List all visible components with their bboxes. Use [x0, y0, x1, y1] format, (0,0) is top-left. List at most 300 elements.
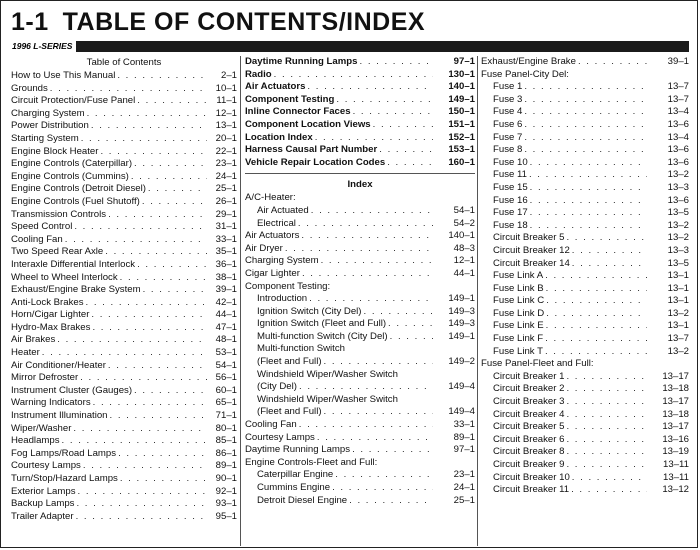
contents-continued [245, 56, 475, 169]
entry-label: Fuse Panel-City Del: [481, 68, 569, 80]
entry-page: 13–7 [667, 333, 689, 345]
dot-leader [364, 306, 434, 319]
entry-label: Warning Indicators [11, 397, 91, 409]
dot-leader [530, 207, 647, 220]
contents-entry [11, 221, 237, 234]
entry-label: Fuse Link B [493, 282, 544, 294]
dot-leader [91, 309, 207, 322]
contents-entry [245, 69, 475, 82]
dot-leader [332, 482, 433, 495]
index-entry [481, 270, 689, 283]
dot-leader [137, 259, 207, 272]
dot-leader [120, 272, 207, 285]
dot-leader [92, 322, 207, 335]
entry-page: 36–1 [215, 258, 237, 270]
entry-page: 149–4 [448, 406, 475, 418]
dot-leader [299, 419, 433, 432]
entry-page: 13–1 [667, 320, 689, 332]
entry-page: 54–2 [453, 217, 475, 229]
index-entry [245, 419, 475, 432]
entry-label: Circuit Breaker 5 [493, 232, 565, 244]
dot-leader [578, 56, 647, 69]
dot-leader [524, 81, 647, 94]
dot-leader [566, 371, 647, 384]
entry-label: Fuse 8 [493, 144, 523, 156]
contents-heading: Table of Contents [86, 57, 162, 68]
dot-leader [353, 106, 433, 119]
dot-leader [81, 133, 207, 146]
entry-page: 93–1 [215, 498, 237, 510]
entry-page: 140–1 [448, 81, 475, 93]
contents-entry [11, 397, 237, 410]
entry-label: Trailer Adapter [11, 510, 74, 522]
index-entry [245, 243, 475, 256]
dot-leader [143, 284, 207, 297]
entry-page: 149–4 [448, 381, 475, 393]
entry-label: Fuse 4 [493, 106, 523, 118]
entry-label: Daytime Running Lamps [245, 444, 351, 456]
dot-leader [566, 409, 647, 422]
entry-page: 13–1 [667, 295, 689, 307]
entry-page: 39–1 [215, 284, 237, 296]
entry-page: 13–17 [662, 396, 689, 408]
entry-page: 160–1 [448, 156, 475, 168]
dot-leader [566, 446, 647, 459]
entry-page: 92–1 [215, 485, 237, 497]
entry-label: Component Testing [245, 93, 335, 105]
contents-entry [245, 144, 475, 157]
entry-page: 149–3 [448, 318, 475, 330]
index-entry [481, 396, 689, 409]
dot-leader [529, 169, 647, 182]
entry-page: 149–2 [448, 356, 475, 368]
dot-leader [566, 396, 647, 409]
entry-label: Fuse 18 [493, 219, 528, 231]
contents-entry [245, 81, 475, 94]
entry-page: 13–2 [667, 232, 689, 244]
entry-page: 12–1 [453, 255, 475, 267]
index-entry [245, 281, 475, 294]
entry-label: (Fleet and Full) [257, 406, 322, 418]
entry-page: 13–5 [667, 207, 689, 219]
entry-label: Fuse 6 [493, 118, 523, 130]
dot-leader [324, 356, 433, 369]
contents-entry [11, 70, 237, 83]
entry-label: Caterpillar Engine [257, 469, 334, 481]
index-entry [481, 358, 689, 371]
entry-page: 13–6 [667, 144, 689, 156]
dot-leader [108, 360, 207, 373]
index-entry [481, 346, 689, 359]
entry-page: 80–1 [215, 422, 237, 434]
entry-page: 13–2 [667, 169, 689, 181]
contents-entry [11, 460, 237, 473]
entry-label: Electrical [257, 217, 296, 229]
index-entry [481, 182, 689, 195]
dot-leader [86, 297, 207, 310]
index-entry [481, 220, 689, 233]
dot-leader [274, 69, 433, 82]
entry-label: Circuit Breaker 4 [493, 408, 565, 420]
entry-page: 35–1 [215, 246, 237, 258]
dot-leader [110, 410, 207, 423]
index-entry [481, 409, 689, 422]
entry-label: Cummins Engine [257, 482, 331, 493]
entry-label: Fuse Link T [493, 345, 543, 357]
entry-label: Fuse 3 [493, 93, 523, 105]
entry-label: Fuse Link E [493, 320, 544, 332]
index-entry [481, 207, 689, 220]
entry-label: Turn/Stop/Hazard Lamps [11, 473, 118, 484]
entry-label: Mirror Defroster [11, 372, 79, 384]
index-entry [245, 444, 475, 457]
index-entry [245, 495, 475, 508]
entry-label: Harness Causal Part Number [245, 144, 378, 156]
entry-page: 13–11 [663, 459, 689, 470]
dot-leader [307, 81, 433, 94]
dot-leader [317, 432, 433, 445]
contents-entry [11, 322, 237, 335]
entry-page: 47–1 [215, 321, 237, 333]
entry-label: Component Location Views [245, 118, 371, 130]
dot-leader [80, 372, 207, 385]
entry-label: Windshield Wiper/Washer Switch [257, 393, 398, 405]
entry-page: 71–1 [215, 410, 237, 422]
contents-entry [11, 309, 237, 322]
dot-leader [117, 70, 207, 83]
contents-entry [11, 120, 237, 133]
entry-label: Fuse Link F [493, 333, 544, 345]
series-label: 1996 L-SERIES [11, 40, 76, 53]
index-entry [245, 457, 475, 470]
entry-label: Fuse 10 [493, 156, 528, 168]
entry-page: 25–1 [215, 183, 237, 195]
entry-label: Anti-Lock Brakes [11, 296, 84, 308]
entry-label: Interaxle Differential Interlock [11, 258, 136, 270]
entry-label: Air Brakes [11, 334, 56, 346]
contents-entry [245, 94, 475, 107]
index-heading: Index [347, 179, 373, 191]
index-entry [481, 333, 689, 346]
index-list [245, 192, 475, 507]
dot-leader [315, 132, 433, 145]
contents-entry [11, 511, 237, 524]
entry-page: 13–4 [667, 131, 689, 143]
entry-label: Component Testing: [245, 280, 331, 292]
contents-entry [11, 209, 237, 222]
entry-label: Inline Connector Faces [245, 106, 351, 118]
index-entry [481, 446, 689, 459]
contents-entry [11, 146, 237, 159]
dot-leader [546, 308, 647, 321]
entry-label: Instrument Illumination [11, 410, 108, 422]
entry-page: 24–1 [453, 482, 475, 493]
index-entry [245, 331, 475, 344]
entry-page: 54–1 [453, 204, 475, 216]
entry-page: 89–1 [453, 431, 475, 443]
dot-leader [566, 383, 647, 396]
index-entry [481, 308, 689, 321]
entry-label: Windshield Wiper/Washer Switch [257, 368, 398, 380]
entry-page: 13–11 [663, 471, 689, 483]
entry-page: 13–3 [667, 244, 689, 256]
contents-entry [11, 95, 237, 108]
index-entry [481, 295, 689, 308]
index-entry [245, 293, 475, 306]
dot-leader [388, 318, 433, 331]
dot-leader [324, 406, 433, 419]
entry-page: 33–1 [215, 233, 237, 245]
dot-leader [134, 385, 207, 398]
entry-page: 13–1 [667, 282, 689, 294]
dot-leader [309, 293, 433, 306]
entry-label: Fuse 17 [493, 207, 528, 219]
index-entry [481, 56, 689, 69]
index-entry [481, 472, 689, 485]
contents-entry [11, 171, 237, 184]
entry-page: 90–1 [215, 473, 237, 484]
entry-label: Ignition Switch (City Del) [257, 305, 362, 317]
index-rule [245, 173, 475, 174]
dot-leader [566, 434, 647, 447]
entry-page: 13–18 [662, 408, 689, 420]
entry-label: Fog Lamps/Road Lamps [11, 447, 117, 459]
contents-entry [11, 372, 237, 385]
index-entry [481, 383, 689, 396]
entry-label: Circuit Breaker 5 [493, 421, 565, 433]
entry-label: Circuit Breaker 14 [493, 257, 570, 269]
dot-leader [524, 132, 647, 145]
entry-label: Engine Controls (Fuel Shutoff) [11, 195, 140, 207]
index-entry [481, 157, 689, 170]
index-entry [245, 192, 475, 205]
entry-page: 39–1 [667, 56, 689, 67]
contents-entry [11, 473, 237, 486]
dot-leader [142, 196, 207, 209]
entry-label: Starting System [11, 132, 79, 144]
entry-page: 25–1 [453, 494, 475, 506]
contents-entry [11, 133, 237, 146]
dot-leader [91, 120, 207, 133]
entry-label: Air Conditioner/Heater [11, 359, 106, 371]
dot-leader [545, 270, 647, 283]
entry-page: 54–1 [215, 359, 237, 371]
dot-leader [120, 473, 207, 486]
entry-page: 13–1 [667, 270, 689, 282]
entry-label: Location Index [245, 131, 313, 143]
entry-label: Circuit Breaker 3 [493, 396, 565, 408]
dot-leader [524, 119, 647, 132]
entry-page: 44–1 [215, 309, 237, 321]
index-entry [481, 144, 689, 157]
dot-leader [118, 448, 207, 461]
entry-label: Multi-function Switch (City Del) [257, 330, 388, 342]
entry-label: Circuit Breaker 9 [493, 459, 565, 470]
dot-leader [387, 157, 433, 170]
index-entry [481, 371, 689, 384]
entry-page: 149–3 [448, 305, 475, 317]
entry-label: Circuit Breaker 8 [493, 446, 565, 458]
dot-leader [74, 221, 207, 234]
dot-leader [530, 195, 647, 208]
index-entry [481, 484, 689, 497]
entry-label: Air Actuators [245, 81, 306, 93]
contents-entry [11, 360, 237, 373]
dot-leader [336, 94, 433, 107]
dot-leader [87, 108, 207, 121]
contents-entry [11, 158, 237, 171]
entry-label: Wiper/Washer [11, 422, 72, 434]
dot-leader [524, 144, 647, 157]
section-number: 1-1 [11, 8, 49, 36]
entry-page: 2–1 [220, 70, 237, 81]
dot-leader [301, 230, 433, 243]
dot-leader [108, 209, 207, 222]
contents-entry [11, 297, 237, 310]
index-entry [245, 306, 475, 319]
index-entry [481, 245, 689, 258]
entry-label: Heater [11, 347, 40, 359]
dot-leader [530, 182, 647, 195]
contents-entry [11, 108, 237, 121]
contents-entry [11, 486, 237, 499]
dot-leader [57, 334, 207, 347]
entry-page: 31–1 [215, 221, 237, 233]
dot-leader [93, 397, 207, 410]
entry-page: 26–1 [215, 195, 237, 207]
contents-entry [245, 157, 475, 170]
entry-label: Engine Controls-Fleet and Full: [245, 456, 378, 468]
entry-label: Headlamps [11, 435, 60, 447]
dot-leader [100, 146, 207, 159]
contents-entry [11, 423, 237, 436]
dot-leader [50, 83, 207, 96]
entry-label: Circuit Breaker 2 [493, 383, 565, 395]
dot-leader [566, 421, 647, 434]
dot-leader [572, 258, 647, 271]
index-entry [481, 81, 689, 94]
entry-page: 13–1 [215, 120, 237, 132]
dot-leader [148, 183, 207, 196]
index-entry [245, 268, 475, 281]
index-entry [245, 482, 475, 495]
contents-entry [11, 83, 237, 96]
index-entry [481, 94, 689, 107]
index-entry [481, 106, 689, 119]
index-entry [245, 369, 475, 382]
index-entry [245, 318, 475, 331]
entry-page: 48–3 [453, 242, 475, 254]
entry-label: Air Dryer [245, 242, 283, 254]
dot-leader [530, 220, 647, 233]
entry-page: 95–1 [215, 510, 237, 522]
contents-entry [11, 234, 237, 247]
entry-page: 23–1 [215, 158, 237, 170]
entry-label: Wheel to Wheel Interlock [11, 271, 118, 283]
contents-entry [11, 272, 237, 285]
entry-page: 13–6 [667, 194, 689, 206]
dot-leader [546, 320, 647, 333]
entry-page: 53–1 [215, 347, 237, 359]
title-text: TABLE OF CONTENTS/INDEX [62, 8, 426, 36]
dot-leader [352, 444, 433, 457]
entry-page: 13–17 [662, 370, 689, 382]
index-entry [481, 459, 689, 472]
column-divider [240, 56, 241, 546]
entry-label: (Fleet and Full) [257, 356, 322, 368]
entry-label: Circuit Breaker 6 [493, 433, 565, 445]
dot-leader [566, 232, 647, 245]
entry-label: Fuse 7 [493, 131, 523, 143]
contents-entry [11, 498, 237, 511]
dot-leader [359, 56, 433, 69]
entry-label: Cigar Lighter [245, 267, 300, 279]
entry-label: Instrument Cluster (Gauges) [11, 384, 133, 396]
contents-entry [11, 284, 237, 297]
index-entry [245, 255, 475, 268]
dot-leader [390, 331, 433, 344]
entry-page: 10–1 [215, 82, 237, 94]
index-entry [481, 283, 689, 296]
index-entry [245, 469, 475, 482]
dot-leader [105, 246, 207, 259]
contents-entry [11, 246, 237, 259]
contents-entry [11, 334, 237, 347]
entry-page: 56–1 [215, 372, 237, 384]
contents-entry [11, 347, 237, 360]
dot-leader [76, 498, 207, 511]
entry-page: 13–12 [662, 484, 689, 496]
index-entry [481, 169, 689, 182]
entry-page: 11–1 [216, 95, 237, 107]
entry-label: Exhaust/Engine Brake [481, 56, 576, 67]
entry-label: Fuse 11 [493, 169, 527, 181]
entry-page: 85–1 [215, 435, 237, 447]
index-entry [481, 320, 689, 333]
entry-label: Hydro-Max Brakes [11, 321, 91, 333]
entry-label: Circuit Breaker 10 [493, 471, 570, 483]
entry-page: 13–6 [667, 156, 689, 168]
dot-leader [131, 171, 207, 184]
entry-page: 13–17 [662, 421, 689, 433]
entry-label: Power Distribution [11, 120, 89, 132]
dot-leader [572, 245, 647, 258]
index-column-right [481, 56, 689, 497]
index-entry [481, 434, 689, 447]
contents-entry [11, 385, 237, 398]
dot-leader [572, 472, 647, 485]
entry-page: 97–1 [453, 444, 475, 456]
entry-label: Cooling Fan [11, 233, 63, 245]
index-entry [245, 356, 475, 369]
index-entry [481, 195, 689, 208]
contents-entry [245, 56, 475, 69]
entry-label: Multi-function Switch [257, 343, 345, 355]
entry-label: Horn/Cigar Lighter [11, 309, 90, 321]
contents-entry [11, 183, 237, 196]
entry-label: Engine Controls (Caterpillar) [11, 158, 133, 170]
entry-page: 150–1 [448, 106, 475, 118]
entry-page: 149–1 [448, 330, 475, 342]
entry-page: 13–7 [667, 81, 689, 93]
entry-label: Charging System [11, 107, 85, 119]
entry-page: 86–1 [215, 447, 237, 459]
dot-leader [335, 469, 433, 482]
contents-entry [245, 119, 475, 132]
dot-leader [298, 218, 433, 231]
entry-label: Fuse 15 [493, 181, 528, 193]
entry-label: Radio [245, 68, 272, 80]
